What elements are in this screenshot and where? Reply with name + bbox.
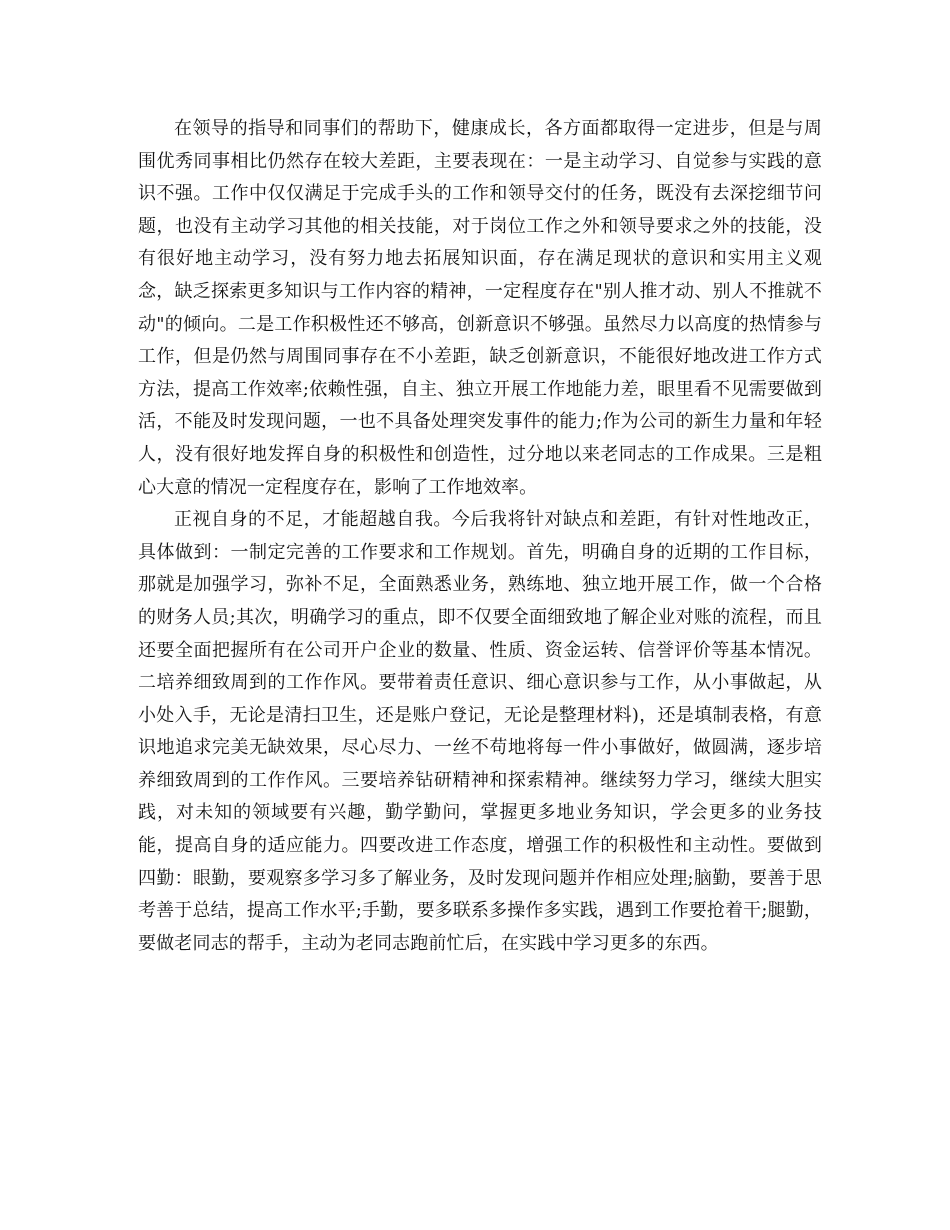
paragraph-shortcomings: 在领导的指导和同事们的帮助下，健康成长，各方面都取得一定进步，但是与周围优秀同事相比仍然存在较大差距，主要表现在：一是主动学习、自觉参与实践的意识不强。工作中仅仅满足于完成手头的工作和领导交付的任务，既没有去深挖细节问题，也没有主动学习其他的相关技能，对于岗位工作之外和领导要求之外的技能，没有很好地主动学习，没有努力地去拓展知识面，存在满足现状的意识和实用主义观念，缺乏探索更多知识与工作内容的精神，一定程度存在"别人推才动、别人不推就不动"的倾向。二是工作积极性还不够高，创新意识不够强。虽然尽力以高度的热情参与工作，但是仍然与周围同事存在不小差距，缺乏创新意识，不能很好地改进工作方式方法，提高工作效率;依赖性强，自主、独立开展工作地能力差，眼里看不见需要做到活，不能及时发现问题，一也不具备处理突发事件的能力;作为公司的新生力量和年轻人，没有很好地发挥自身的积极性和创造性，过分地以来老同志的工作成果。三是粗心大意的情况一定程度存在，影响了工作地效率。: [138, 118, 822, 498]
paragraph-improvement-plan: 正视自身的不足，才能超越自我。今后我将针对缺点和差距，有针对性地改正，具体做到：一制定完善的工作要求和工作规划。首先，明确自身的近期的工作目标，那就是加强学习，弥补不足，全面熟悉业务，熟练地、独立地开展工作，做一个合格的财务人员;其次，明确学习的重点，即不仅要全面细致地了解企业对账的流程，而且还要全面把握所有在公司开户企业的数量、性质、资金运转、信誉评价等基本情况。二培养细致周到的工作作风。要带着责任意识、细心意识参与工作，从小事做起，从小处入手，无论是清扫卫生，还是账户登记，无论是整理材料)，还是填制表格，有意识地追求完美无缺效果，尽心尽力、一丝不苟地将每一件小事做好，做圆满，逐步培养细致周到的工作作风。三要培养钻研精神和探索精神。继续努力学习，继续大胆实践，对未知的领域要有兴趣，勤学勤问，掌握更多地业务知识，学会更多的业务技能，提高自身的适应能力。四要改进工作态度，增强工作的积极性和主动性。要做到四勤：眼勤，要观察多学习多了解业务，及时发现问题并作相应处理;脑勤，要善于思考善于总结，提高工作水平;手勤，要多联系多操作多实践，遇到工作要抢着干;腿勤，要做老同志的帮手，主动为老同志跑前忙后，在实践中学习更多的东西。: [138, 509, 822, 954]
document-body: [138, 113, 822, 960]
